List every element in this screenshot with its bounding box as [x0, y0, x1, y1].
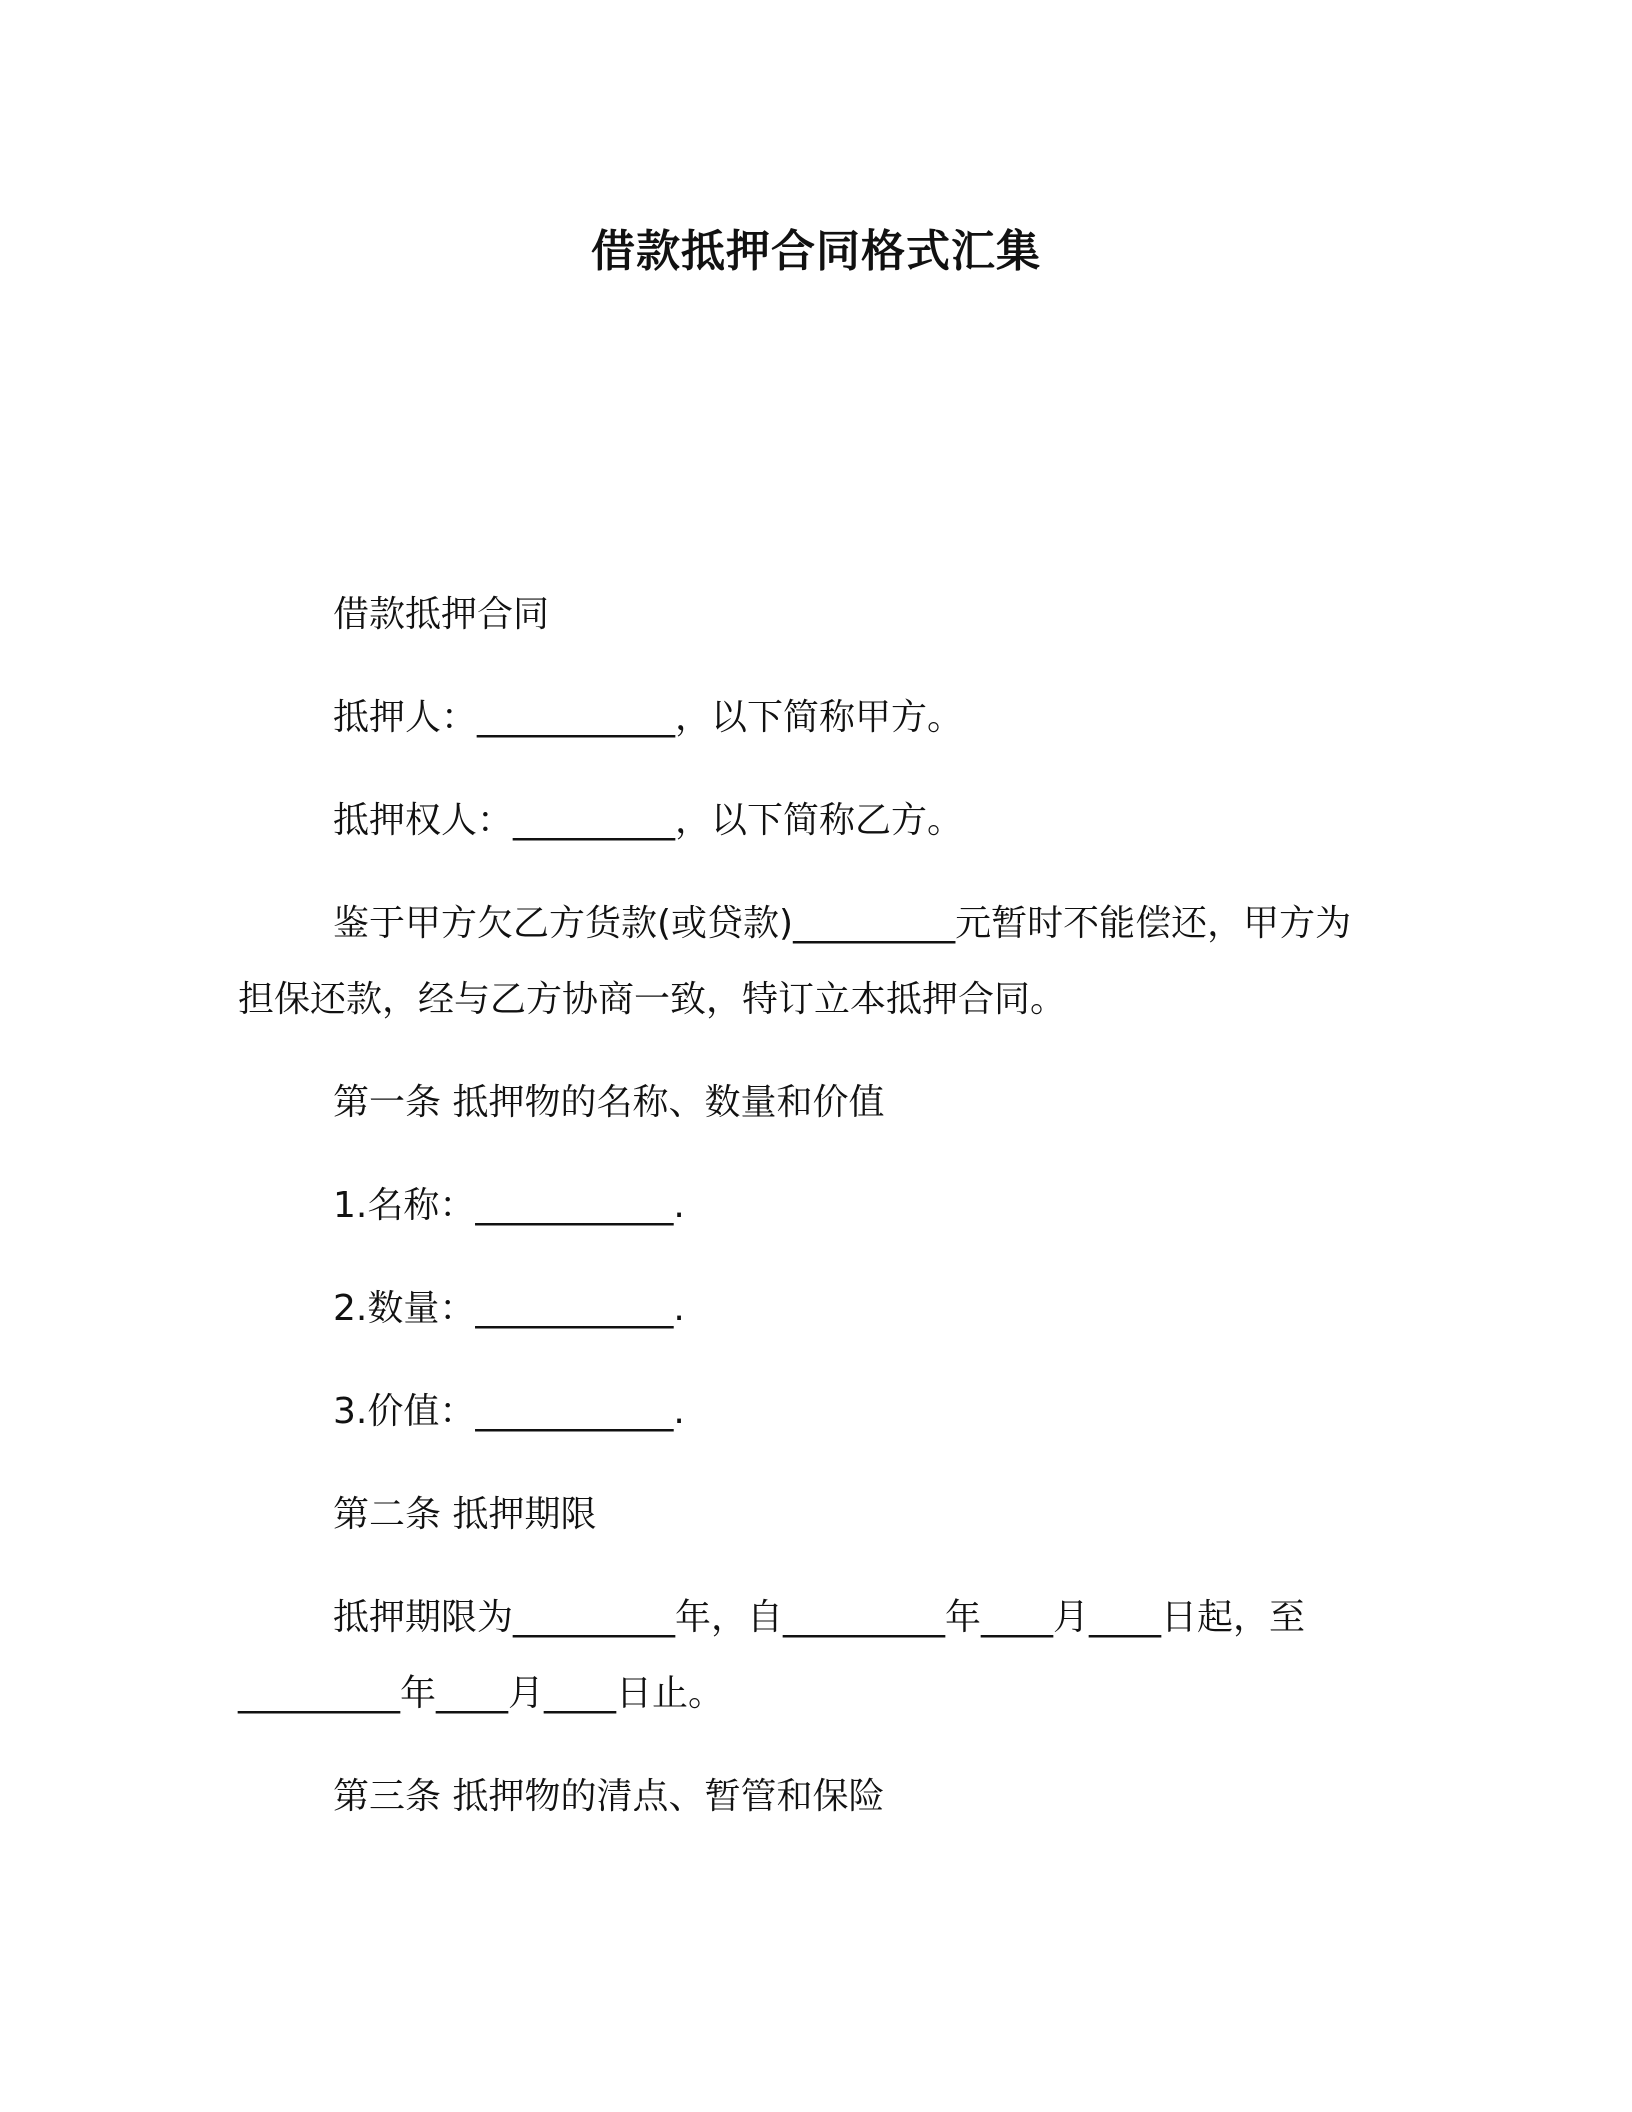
recital-line-2: 担保还款，经与乙方协商一致，特订立本抵押合同。: [238, 979, 1067, 1020]
article-1-heading: 第一条 抵押物的名称、数量和价值: [333, 1082, 885, 1123]
article-2-heading: 第二条 抵押期限: [333, 1494, 597, 1535]
contract-subtitle: 借款抵押合同: [333, 594, 550, 635]
recital-line-1: 鉴于甲方欠乙方货款(或贷款)_________元暂时不能偿还，甲方为: [333, 903, 1352, 944]
article-1-item-value: 3.价值：___________.: [333, 1391, 685, 1432]
article-2-line-1: 抵押期限为_________年，自_________年____月____日起，至: [333, 1597, 1306, 1638]
article-1-item-name: 1.名称：___________.: [333, 1185, 685, 1226]
article-2-line-2: _________年____月____日止。: [238, 1673, 725, 1714]
document-title: 借款抵押合同格式汇集: [591, 226, 1041, 277]
mortgagee-line: 抵押权人：_________，以下简称乙方。: [333, 800, 964, 841]
mortgagor-line: 抵押人：___________，以下简称甲方。: [333, 697, 964, 738]
article-1-item-quantity: 2.数量：___________.: [333, 1288, 685, 1329]
article-3-heading: 第三条 抵押物的清点、暂管和保险: [333, 1776, 885, 1817]
